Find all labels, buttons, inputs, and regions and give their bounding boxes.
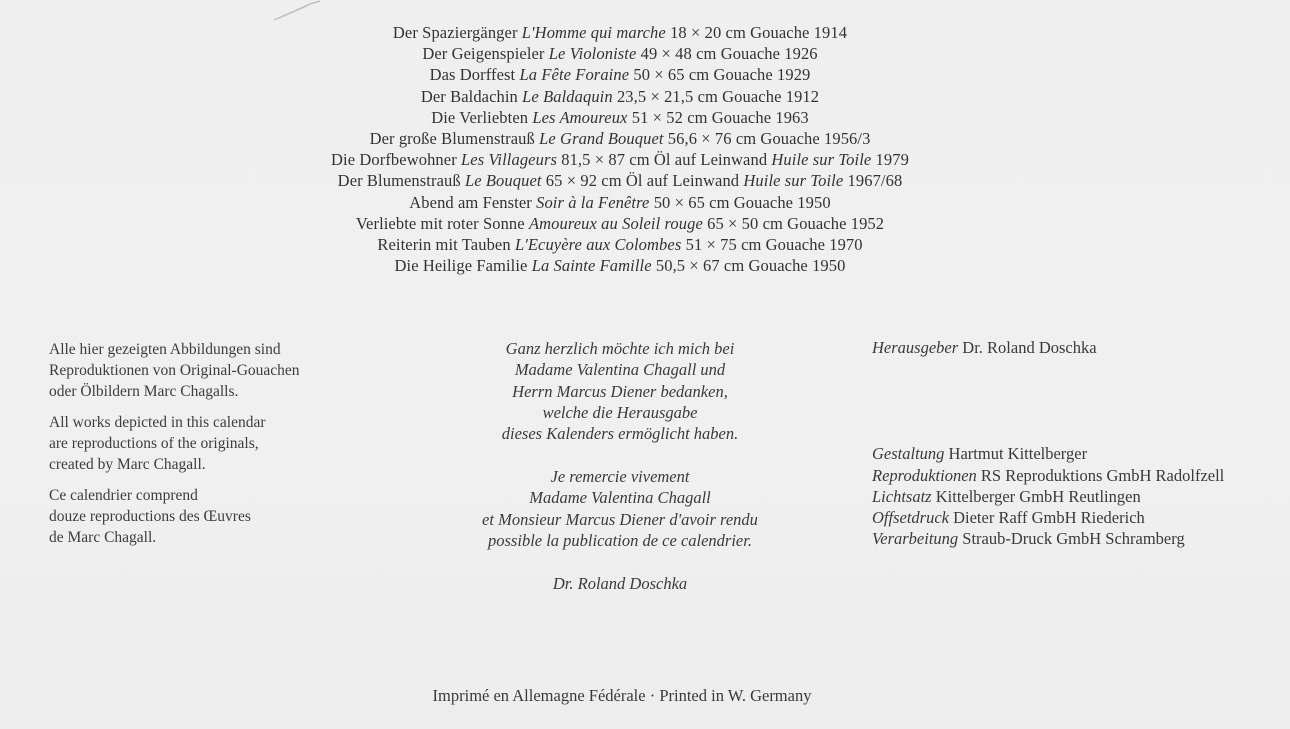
printed-in-footer: Imprimé en Allemagne Fédérale · Printed in W. Germany [432, 686, 812, 705]
thanks-german [440, 338, 800, 444]
work-details: 51 × 52 cm Gouache 1963 [631, 107, 809, 127]
reproduction-notes [49, 339, 379, 558]
works-list-item [0, 255, 1240, 276]
note-french [49, 485, 379, 548]
work-details: 65 × 92 cm Öl auf Leinwand [545, 171, 740, 191]
work-title-de: Der Geigenspieler [422, 44, 545, 64]
thanks-line: et Monsieur Marcus Diener d'avoir rendu [482, 509, 758, 529]
work-year: 1979 [875, 150, 909, 170]
thanks-line: possible la publication de ce calendrier. [488, 530, 752, 550]
work-title-fr: Amoureux au Soleil rouge [528, 213, 703, 233]
work-title-fr: La Fête Foraine [519, 65, 630, 85]
note-line: de Marc Chagall. [49, 529, 157, 546]
work-title-de: Der Blumenstrauß [337, 171, 461, 191]
work-details: 49 × 48 cm Gouache 1926 [640, 44, 818, 64]
note-line: oder Ölbildern Marc Chagalls. [49, 383, 239, 400]
work-title-de: Der Spaziergänger [392, 23, 518, 42]
thanks-french [440, 466, 800, 551]
work-title-fr: L'Ecuyère aux Colombes [514, 235, 682, 255]
note-line: Reproduktionen von Original-Gouachen [49, 362, 300, 379]
work-title-de: Der große Blumenstrauß [369, 129, 535, 149]
work-details: 56,6 × 76 cm Gouache 1956/3 [667, 129, 871, 149]
editor-credit [872, 337, 1282, 358]
works-list [0, 22, 1240, 276]
works-list-item [0, 43, 1240, 64]
work-title-fr: La Sainte Famille [531, 256, 652, 276]
credit-role: Offsetdruck [872, 508, 949, 528]
thanks-line: Madame Valentina Chagall und [514, 360, 726, 380]
work-title-fr: Les Villageurs [461, 150, 557, 170]
thanks-line: Ganz herzlich möchte ich mich bei [505, 339, 735, 358]
work-details: 65 × 50 cm Gouache 1952 [707, 213, 885, 233]
work-title-fr: Le Baldaquin [522, 86, 613, 106]
works-list-item [0, 170, 1240, 191]
works-list-item [0, 234, 1240, 255]
credit-name: Straub-Druck GmbH Schramberg [962, 529, 1185, 549]
works-list-item [0, 64, 1240, 85]
paper-scratch-mark [270, 0, 330, 24]
credits [872, 337, 1282, 550]
works-list-item [0, 86, 1240, 107]
thanks-line: Herrn Marcus Diener bedanken, [512, 381, 728, 401]
work-details: 51 × 75 cm Gouache 1970 [685, 235, 863, 255]
works-list-item [0, 149, 1240, 170]
credit-name: RS Reproduktions GmbH Radolfzell [980, 465, 1225, 485]
works-list-item [0, 192, 1240, 213]
work-title-de: Das Dorffest [429, 65, 516, 85]
credit-line [872, 486, 1282, 507]
work-details: 50,5 × 67 cm Gouache 1950 [655, 256, 846, 276]
credit-role: Verarbeitung [872, 529, 959, 549]
work-title-de: Die Verliebten [431, 107, 529, 127]
thanks-line: Je remercie vivement [550, 466, 690, 486]
credit-name: Dr. Roland Doschka [962, 338, 1097, 357]
work-title-de: Der Baldachin [420, 86, 518, 106]
work-title-fr: Le Violoniste [548, 44, 637, 64]
thanks-line: dieses Kalenders ermöglicht haben. [501, 424, 739, 444]
note-line: created by Marc Chagall. [49, 456, 206, 473]
acknowledgements [440, 338, 800, 615]
credit-name: Hartmut Kittelberger [948, 444, 1088, 464]
work-title-fr: Le Grand Bouquet [539, 129, 664, 149]
credit-role: Herausgeber [872, 338, 959, 357]
work-title-de: Abend am Fenster [409, 192, 532, 212]
works-list-item [0, 213, 1240, 234]
credit-line [872, 443, 1282, 464]
thanks-line: welche die Herausgabe [542, 402, 698, 422]
note-english [49, 412, 379, 475]
note-line: All works depicted in this calendar [49, 414, 266, 431]
credit-name: Kittelberger GmbH Reutlingen [935, 486, 1141, 506]
credit-role: Lichtsatz [872, 486, 932, 506]
work-year: 1967/68 [847, 171, 903, 191]
production-credits [872, 443, 1282, 549]
credit-role: Gestaltung [872, 444, 945, 464]
work-title-fr: Soir à la Fenêtre [536, 192, 650, 212]
credit-line [872, 507, 1282, 528]
signature-name: Dr. Roland Doschka [552, 573, 688, 593]
credit-role: Reproduktionen [872, 465, 977, 485]
note-line: douze reproductions des Œuvres [49, 508, 251, 525]
work-details: 50 × 65 cm Gouache 1950 [653, 192, 831, 212]
work-details: 18 × 20 cm Gouache 1914 [670, 23, 848, 42]
works-list-item [0, 128, 1240, 149]
works-list-item [0, 107, 1240, 128]
thanks-line: Madame Valentina Chagall [529, 488, 711, 508]
work-title-de: Verliebte mit roter Sonne [355, 213, 525, 233]
note-line: Ce calendrier comprend [49, 487, 198, 504]
credit-name: Dieter Raff GmbH Riederich [953, 508, 1145, 528]
credit-line [872, 465, 1282, 486]
work-details: 50 × 65 cm Gouache 1929 [633, 65, 811, 85]
work-title-de: Reiterin mit Tauben [377, 235, 511, 255]
note-line: are reproductions of the originals, [49, 435, 259, 452]
work-medium-fr: Huile sur Toile [743, 171, 844, 191]
credit-line [872, 528, 1282, 549]
works-list-item [0, 22, 1240, 43]
thanks-signature [440, 573, 800, 594]
work-medium-fr: Huile sur Toile [771, 150, 872, 170]
work-title-fr: Les Amoureux [532, 107, 628, 127]
work-title-de: Die Heilige Familie [394, 256, 528, 276]
work-title-de: Die Dorfbewohner [331, 150, 457, 170]
note-german [49, 339, 379, 402]
work-details: 81,5 × 87 cm Öl auf Leinwand [561, 150, 768, 170]
work-title-fr: L'Homme qui marche [521, 23, 666, 42]
work-title-fr: Le Bouquet [464, 171, 542, 191]
work-details: 23,5 × 21,5 cm Gouache 1912 [616, 86, 820, 106]
note-line: Alle hier gezeigten Abbildungen sind [49, 341, 281, 358]
